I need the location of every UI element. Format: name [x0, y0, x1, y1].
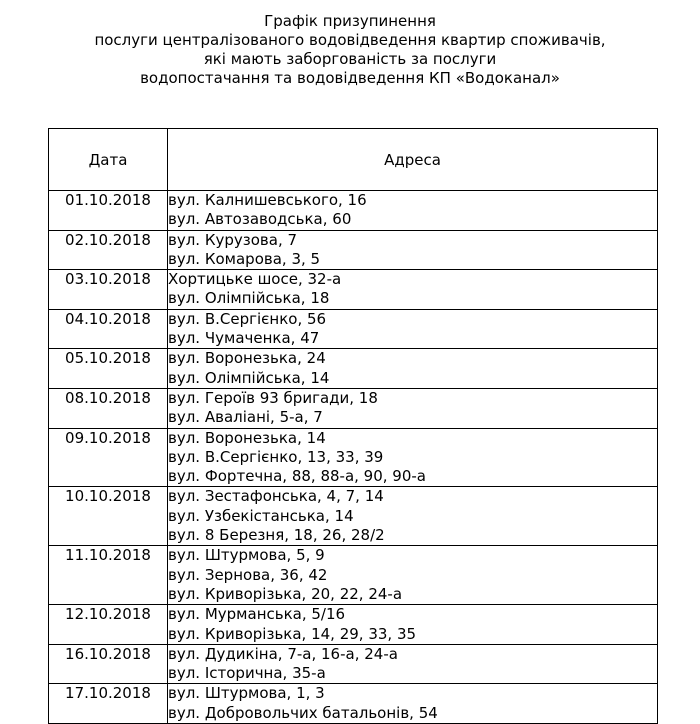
address-line: вул. Узбекістанська, 14 [168, 506, 354, 525]
table-row [49, 684, 658, 724]
table-row [49, 191, 658, 231]
address-line: вул. Криворізька, 14, 29, 33, 35 [168, 624, 417, 643]
table-row [49, 309, 658, 349]
table-row [49, 428, 658, 487]
address-line: вул. В.Сергієнко, 56 [168, 309, 327, 328]
address-line: вул. Історична, 35-а [168, 664, 326, 683]
row-addresses [168, 487, 658, 546]
address-line: вул. Героїв 93 бригади, 18 [168, 388, 378, 407]
row-addresses [168, 644, 658, 684]
row-date: 04.10.2018 [49, 309, 168, 349]
address-line: вул. Мурманська, 5/16 [168, 605, 346, 624]
address-line: вул. Дудикіна, 7-а, 16-а, 24-а [168, 644, 398, 663]
row-date: 12.10.2018 [49, 605, 168, 645]
address-line: вул. Штурмова, 5, 9 [168, 546, 325, 565]
table-header-row [49, 129, 658, 191]
table-row [49, 270, 658, 310]
address-line: вул. Калнишевського, 16 [168, 191, 367, 209]
row-addresses [168, 388, 658, 428]
title-line-3: які мають заборгованість за послуги [203, 50, 497, 68]
address-line: вул. Криворізька, 20, 22, 24-а [168, 584, 403, 603]
row-addresses [168, 230, 658, 270]
row-date: 17.10.2018 [49, 684, 168, 724]
header-date: Дата [49, 129, 168, 191]
row-addresses [168, 546, 658, 605]
table-row [49, 349, 658, 389]
address-line: вул. Воронезька, 14 [168, 428, 326, 447]
address-line: вул. Олімпійська, 18 [168, 289, 330, 308]
address-line: вул. Аваліані, 5-а, 7 [168, 408, 323, 427]
address-line: вул. Штурмова, 1, 3 [168, 684, 325, 703]
row-addresses [168, 309, 658, 349]
row-date: 03.10.2018 [49, 270, 168, 310]
table-row [49, 388, 658, 428]
schedule-table [48, 128, 658, 724]
address-line: вул. Фортечна, 88, 88-а, 90, 90-а [168, 467, 426, 486]
table-row [49, 644, 658, 684]
row-date: 05.10.2018 [49, 349, 168, 389]
row-addresses [168, 191, 658, 231]
row-date: 01.10.2018 [49, 191, 168, 231]
address-line: вул. В.Сергієнко, 13, 33, 39 [168, 447, 384, 466]
address-line: вул. Олімпійська, 14 [168, 368, 330, 387]
row-addresses [168, 684, 658, 724]
address-line: вул. Воронезька, 24 [168, 349, 326, 368]
address-line: вул. Комарова, 3, 5 [168, 249, 321, 268]
header-address: Адреса [168, 129, 658, 191]
address-line: вул. 8 Березня, 18, 26, 28/2 [168, 526, 385, 545]
title-line-4: водопостачання та водовідведення КП «Водоканал» [140, 69, 560, 87]
table-body [49, 191, 658, 724]
address-line: вул. Автозаводська, 60 [168, 210, 352, 229]
row-date: 02.10.2018 [49, 230, 168, 270]
address-line: вул. Зернова, 36, 42 [168, 565, 328, 584]
row-addresses [168, 270, 658, 310]
table-row [49, 605, 658, 645]
table-row [49, 230, 658, 270]
row-addresses [168, 428, 658, 487]
title-line-1: Графік призупинення [264, 12, 436, 30]
address-line: вул. Добровольчих батальонів, 54 [168, 703, 438, 722]
table-row [49, 487, 658, 546]
address-line: вул. Курузова, 7 [168, 230, 298, 249]
table-row [49, 546, 658, 605]
row-addresses [168, 349, 658, 389]
address-line: Хортицьке шосе, 32-а [168, 270, 342, 289]
row-date: 08.10.2018 [49, 388, 168, 428]
row-date: 09.10.2018 [49, 428, 168, 487]
address-line: вул. Чумаченка, 47 [168, 329, 320, 348]
row-date: 16.10.2018 [49, 644, 168, 684]
row-date: 11.10.2018 [49, 546, 168, 605]
row-addresses [168, 605, 658, 645]
row-date: 10.10.2018 [49, 487, 168, 546]
address-line: вул. Зестафонська, 4, 7, 14 [168, 487, 384, 506]
document-title [0, 12, 700, 88]
title-line-2: послуги централізованого водовідведення квартир споживачів, [94, 31, 606, 49]
